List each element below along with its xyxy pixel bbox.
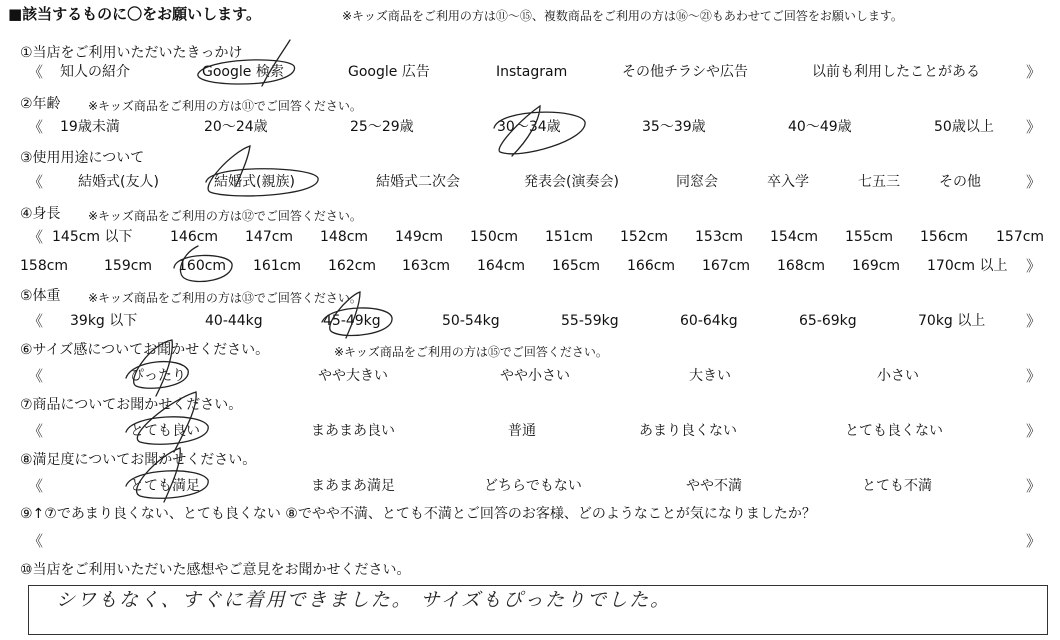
q4-row1-option-4[interactable]: 148cm bbox=[320, 229, 369, 245]
q3-label: ③使用用途について bbox=[20, 150, 145, 166]
q5-option-3[interactable]: 45-49kg bbox=[323, 313, 381, 329]
q7-option-3[interactable]: 普通 bbox=[508, 423, 536, 439]
q4-row2-option-13[interactable]: 170cm 以上 bbox=[927, 258, 1008, 274]
q1-option-6[interactable]: 以前も利用したことがある bbox=[812, 64, 980, 80]
q8-option-4[interactable]: やや不満 bbox=[686, 478, 742, 494]
q3-option-1[interactable]: 結婚式(友人) bbox=[78, 174, 159, 190]
q5-open-bracket: 《 bbox=[28, 312, 44, 330]
q8-option-1[interactable]: とても満足 bbox=[130, 478, 200, 494]
q10-handwritten-answer: シワもなく、すぐに着用できました。 サイズもぴったりでした。 bbox=[56, 589, 672, 611]
q5-close-bracket: 》 bbox=[1026, 312, 1042, 330]
q1-close-bracket: 》 bbox=[1026, 63, 1042, 81]
q2-open-bracket: 《 bbox=[28, 118, 44, 136]
q3-option-7[interactable]: 七五三 bbox=[858, 174, 900, 190]
q8-selection-circle bbox=[126, 448, 208, 502]
q4-selection-circle bbox=[174, 246, 232, 282]
q4-row2-option-12[interactable]: 169cm bbox=[852, 258, 901, 274]
q5-option-8[interactable]: 70kg 以上 bbox=[918, 313, 986, 329]
q1-option-1[interactable]: 知人の紹介 bbox=[60, 64, 130, 80]
header-note: ※キッズ商品をご利用の方は⑪〜⑮、複数商品をご利用の方は⑯〜㉑もあわせてご回答をお願いします。 bbox=[342, 9, 903, 23]
q4-row2-option-10[interactable]: 167cm bbox=[702, 258, 751, 274]
q4-row1-option-13[interactable]: 157cm bbox=[996, 229, 1045, 245]
q8-close-bracket: 》 bbox=[1026, 477, 1042, 495]
q4-row2-option-11[interactable]: 168cm bbox=[777, 258, 826, 274]
q5-option-7[interactable]: 65-69kg bbox=[799, 313, 857, 329]
q9-close-bracket: 》 bbox=[1026, 532, 1042, 550]
q4-row2-option-5[interactable]: 162cm bbox=[328, 258, 377, 274]
q4-close-bracket: 》 bbox=[1026, 257, 1042, 275]
q7-option-2[interactable]: まあまあ良い bbox=[311, 423, 395, 439]
q6-option-3[interactable]: やや小さい bbox=[500, 368, 570, 384]
q4-row1-option-8[interactable]: 152cm bbox=[620, 229, 669, 245]
q6-selection-circle bbox=[126, 340, 188, 396]
q1-option-5[interactable]: その他チラシや広告 bbox=[622, 64, 748, 80]
q3-option-3[interactable]: 結婚式二次会 bbox=[376, 174, 460, 190]
q6-option-2[interactable]: やや大きい bbox=[318, 368, 388, 384]
q4-row2-option-3[interactable]: 160cm bbox=[178, 258, 227, 274]
q2-option-6[interactable]: 40〜49歳 bbox=[788, 119, 852, 135]
q6-option-5[interactable]: 小さい bbox=[877, 368, 919, 384]
q5-option-6[interactable]: 60-64kg bbox=[680, 313, 738, 329]
q1-open-bracket: 《 bbox=[28, 63, 44, 81]
q5-option-2[interactable]: 40-44kg bbox=[205, 313, 263, 329]
q6-open-bracket: 《 bbox=[28, 367, 44, 385]
q7-option-4[interactable]: あまり良くない bbox=[639, 423, 737, 439]
q4-row1-option-12[interactable]: 156cm bbox=[920, 229, 969, 245]
q7-option-5[interactable]: とても良くない bbox=[845, 423, 943, 439]
q4-row1-option-7[interactable]: 151cm bbox=[545, 229, 594, 245]
q4-row1-option-9[interactable]: 153cm bbox=[695, 229, 744, 245]
q8-label: ⑧満足度についてお聞かせください。 bbox=[20, 452, 257, 468]
q2-option-3[interactable]: 25〜29歳 bbox=[350, 119, 414, 135]
q4-row2-option-2[interactable]: 159cm bbox=[104, 258, 153, 274]
q8-option-2[interactable]: まあまあ満足 bbox=[311, 478, 395, 494]
q7-close-bracket: 》 bbox=[1026, 422, 1042, 440]
q5-option-5[interactable]: 55-59kg bbox=[561, 313, 619, 329]
q2-option-4[interactable]: 30〜34歳 bbox=[497, 119, 561, 135]
q3-option-2[interactable]: 結婚式(親族) bbox=[214, 174, 295, 190]
form-title: ■該当するものに〇をお願いします。 bbox=[8, 5, 261, 23]
q4-row2-option-6[interactable]: 163cm bbox=[402, 258, 451, 274]
q7-open-bracket: 《 bbox=[28, 422, 44, 440]
q1-selection-circle bbox=[198, 40, 295, 86]
q4-row1-option-11[interactable]: 155cm bbox=[845, 229, 894, 245]
q1-option-3[interactable]: Google 広告 bbox=[348, 64, 430, 80]
q7-option-1[interactable]: とても良い bbox=[130, 423, 200, 439]
q4-row1-option-10[interactable]: 154cm bbox=[770, 229, 819, 245]
q8-open-bracket: 《 bbox=[28, 477, 44, 495]
q6-note: ※キッズ商品をご利用の方は⑮でご回答ください。 bbox=[334, 345, 608, 359]
q10-label: ⑩当店をご利用いただいた感想やご意見をお聞かせください。 bbox=[20, 562, 411, 578]
q8-option-5[interactable]: とても不満 bbox=[862, 478, 932, 494]
q9-open-bracket: 《 bbox=[28, 532, 44, 550]
q6-option-1[interactable]: ぴったり bbox=[130, 368, 186, 384]
q3-option-5[interactable]: 同窓会 bbox=[676, 174, 718, 190]
q6-option-4[interactable]: 大きい bbox=[689, 368, 731, 384]
q4-row1-option-2[interactable]: 146cm bbox=[170, 229, 219, 245]
q2-option-1[interactable]: 19歳未満 bbox=[60, 119, 120, 135]
q4-row2-option-1[interactable]: 158cm bbox=[20, 258, 69, 274]
q5-option-1[interactable]: 39kg 以下 bbox=[70, 313, 138, 329]
q3-option-4[interactable]: 発表会(演奏会) bbox=[524, 174, 619, 190]
q4-label: ④身長 bbox=[20, 206, 61, 222]
q2-close-bracket: 》 bbox=[1026, 118, 1042, 136]
q1-option-2[interactable]: Google 検索 bbox=[202, 64, 284, 80]
q1-label: ①当店をご利用いただいたきっかけ bbox=[20, 45, 243, 61]
q2-option-7[interactable]: 50歳以上 bbox=[934, 119, 994, 135]
q2-selection-circle bbox=[494, 106, 585, 156]
q3-close-bracket: 》 bbox=[1026, 173, 1042, 191]
q4-row1-option-1[interactable]: 145cm 以下 bbox=[52, 229, 133, 245]
q5-option-4[interactable]: 50-54kg bbox=[442, 313, 500, 329]
q4-row1-option-3[interactable]: 147cm bbox=[245, 229, 294, 245]
q1-option-4[interactable]: Instagram bbox=[496, 64, 568, 80]
q4-open-bracket: 《 bbox=[28, 228, 44, 246]
q6-close-bracket: 》 bbox=[1026, 367, 1042, 385]
q3-option-6[interactable]: 卒入学 bbox=[767, 174, 809, 190]
q5-selection-circle bbox=[322, 292, 392, 338]
q4-row2-option-4[interactable]: 161cm bbox=[253, 258, 302, 274]
q4-row1-option-6[interactable]: 150cm bbox=[470, 229, 519, 245]
q7-label: ⑦商品についてお聞かせください。 bbox=[20, 397, 243, 413]
q7-selection-circle bbox=[126, 392, 208, 452]
q4-row1-option-5[interactable]: 149cm bbox=[395, 229, 444, 245]
q9-label: ⑨↑⑦であまり良くない、とても良くない ⑧でやや不満、とても不満とご回答のお客様、どのようなことが気になりましたか？ bbox=[20, 506, 816, 522]
q2-label: ②年齢 bbox=[20, 96, 61, 112]
q5-note: ※キッズ商品をご利用の方は⑬でご回答ください。 bbox=[88, 291, 362, 305]
q3-open-bracket: 《 bbox=[28, 173, 44, 191]
q5-label: ⑤体重 bbox=[20, 288, 61, 304]
q2-option-5[interactable]: 35〜39歳 bbox=[642, 119, 706, 135]
q2-option-2[interactable]: 20〜24歳 bbox=[204, 119, 268, 135]
q8-option-3[interactable]: どちらでもない bbox=[484, 478, 582, 494]
q4-note: ※キッズ商品をご利用の方は⑫でご回答ください。 bbox=[88, 209, 362, 223]
q2-note: ※キッズ商品をご利用の方は⑪でご回答ください。 bbox=[88, 99, 362, 113]
q4-row2-option-8[interactable]: 165cm bbox=[552, 258, 601, 274]
q3-selection-circle bbox=[206, 146, 318, 196]
q4-row2-option-7[interactable]: 164cm bbox=[477, 258, 526, 274]
q3-option-8[interactable]: その他 bbox=[939, 174, 981, 190]
q4-row2-option-9[interactable]: 166cm bbox=[627, 258, 676, 274]
q6-label: ⑥サイズ感についてお聞かせください。 bbox=[20, 342, 270, 358]
